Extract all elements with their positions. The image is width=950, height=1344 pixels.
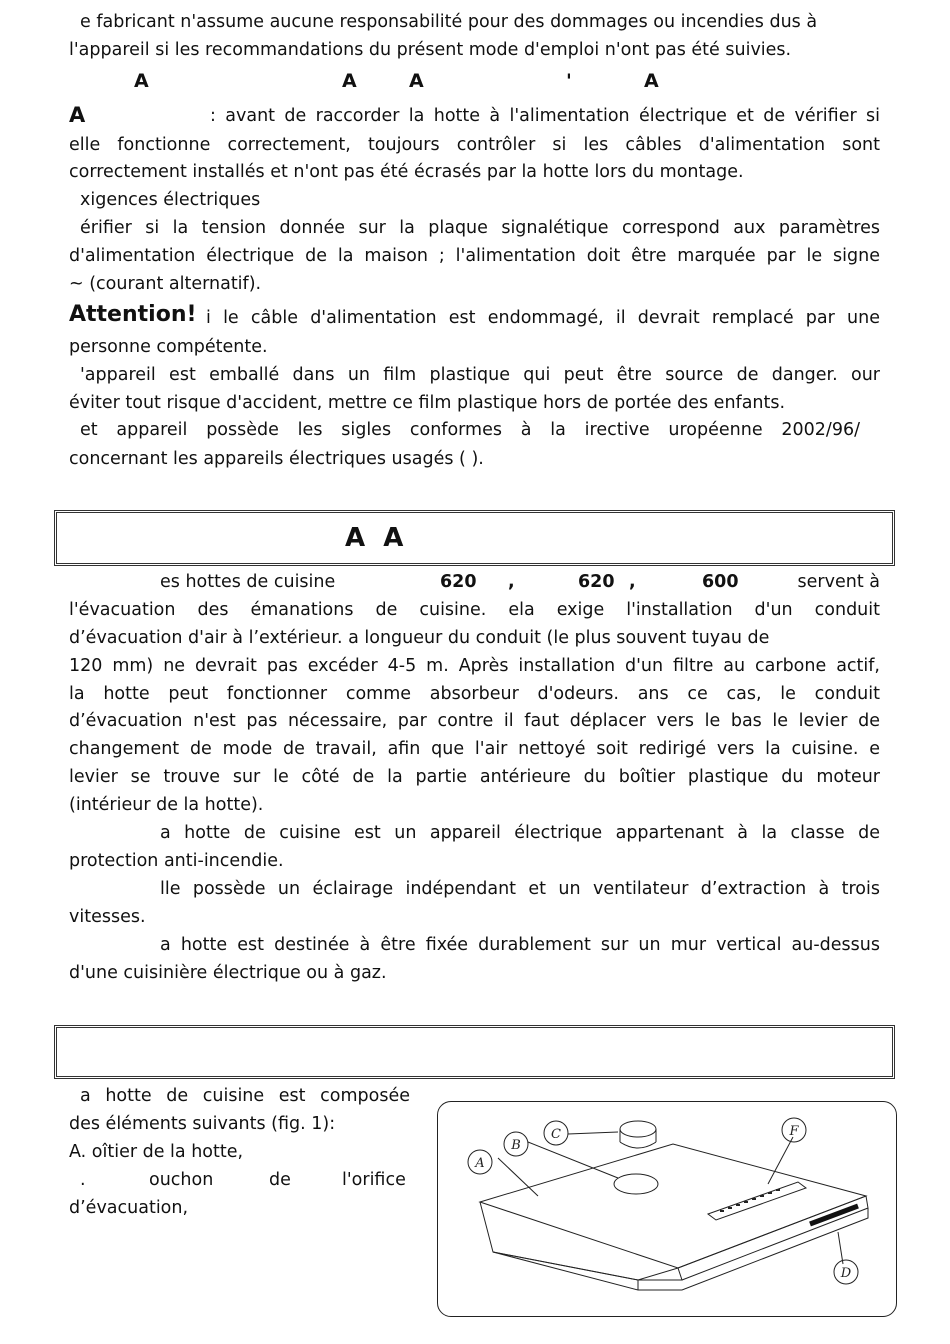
desc-line: vitesses. <box>69 907 146 927</box>
section-title-box <box>54 510 895 566</box>
caps-letter: A <box>644 70 659 92</box>
desc-line-1b: servent à <box>797 572 880 592</box>
pack-line-2: éviter tout risque d'accident, mettre ce film plastique hors de portée des enfants. <box>69 393 786 413</box>
cooker-hood-drawing <box>438 1102 898 1318</box>
elec-line-1: érifier si la tension donnée sur la plaque signalétique correspond aux paramètres <box>80 218 880 238</box>
model-number: 620 <box>578 572 615 592</box>
callout-label: C <box>551 1127 561 1142</box>
check-letter: A <box>69 103 86 127</box>
caps-letter: A <box>342 70 357 92</box>
desc-line: 120 mm) ne devrait pas excéder 4-5 m. Après installation d'un filtre au carbone actif, <box>69 656 880 676</box>
warning-line-2: l'appareil si les recommandations du présent mode d'emploi n'ont pas été suivies. <box>69 40 792 60</box>
warning-line-1: e fabricant n'assume aucune responsabilité pour des dommages ou incendies dus à <box>80 12 818 32</box>
callout-label: D <box>840 1266 852 1281</box>
callout-label: F <box>789 1124 799 1139</box>
comp-line: des éléments suivants (fig. 1): <box>69 1114 336 1134</box>
attention-label: Attention! <box>69 302 197 327</box>
callout-label: A <box>475 1156 485 1171</box>
weee-line-2: concernant les appareils électriques usagés ( ). <box>69 449 484 469</box>
duct-ring <box>620 1121 656 1137</box>
comp-item-b-marker: . <box>80 1170 86 1190</box>
check-line-2: elle fonctionne correctement, toujours contrôler si les câbles d'alimentation sont <box>69 135 880 155</box>
comp-item-a: A. oîtier de la hotte, <box>69 1142 244 1162</box>
comp-item-b-word: l'orifice <box>342 1170 406 1190</box>
model-comma: , <box>508 572 515 592</box>
hood-top <box>480 1144 866 1268</box>
outlet-opening <box>614 1174 658 1194</box>
desc-line: l'évacuation des émanations de cuisine. ela exige l'installation d'un conduit <box>69 600 880 620</box>
check-line-1: : avant de raccorder la hotte à l'alimentation électrique et de vérifier si <box>210 106 880 126</box>
elec-heading: xigences électriques <box>80 190 261 210</box>
model-comma: , <box>629 572 636 592</box>
callout-label: B <box>511 1138 521 1153</box>
attention-line-1: i le câble d'alimentation est endommagé, il devrait remplacé par une <box>206 308 880 328</box>
comp-line: a hotte de cuisine est composée <box>80 1086 410 1106</box>
comp-line: d’évacuation, <box>69 1198 189 1218</box>
attention-line-2: personne compétente. <box>69 337 268 357</box>
desc-line: d’évacuation d'air à l’extérieur. a longueur du conduit (le plus souvent tuyau de <box>69 628 770 648</box>
desc-line: levier se trouve sur le côté de la partie antérieure du boîtier plastique du moteur <box>69 767 880 787</box>
desc-line: d'une cuisinière électrique ou à gaz. <box>69 963 387 983</box>
caps-letter: ' <box>566 70 572 92</box>
desc-line: la hotte peut fonctionner comme absorbeur d'odeurs. ans ce cas, le conduit <box>69 684 880 704</box>
desc-line: protection anti-incendie. <box>69 851 284 871</box>
desc-line: lle possède un éclairage indépendant et un ventilateur d’extraction à trois <box>160 879 880 899</box>
elec-line-2: d'alimentation électrique de la maison ; l'alimentation doit être marquée par le signe <box>69 246 880 266</box>
model-number: 600 <box>702 572 739 592</box>
section-title: A A <box>345 523 404 553</box>
desc-line: d’évacuation n'est pas nécessaire, par contre il faut déplacer vers le bas le levier de <box>69 711 880 731</box>
pack-line-1: 'appareil est emballé dans un film plastique qui peut être source de danger. our <box>80 365 880 385</box>
section-title-box <box>54 1025 895 1079</box>
comp-item-b-word: ouchon <box>149 1170 214 1190</box>
hood-figure <box>437 1101 897 1317</box>
desc-line: changement de mode de travail, afin que l'air nettoyé soit redirigé vers la cuisine. e <box>69 739 880 759</box>
comp-item-b-word: de <box>269 1170 291 1190</box>
desc-line-1a: es hottes de cuisine <box>160 572 336 592</box>
weee-line-1: et appareil possède les sigles conformes à la irective uropéenne 2002/96/ <box>80 420 860 440</box>
caps-letter: A <box>409 70 424 92</box>
elec-line-3: ~ (courant alternatif). <box>69 274 262 294</box>
model-number: 620 <box>440 572 477 592</box>
desc-line: a hotte de cuisine est un appareil électrique appartenant à la classe de <box>160 823 880 843</box>
caps-letter: A <box>134 70 149 92</box>
desc-line: (intérieur de la hotte). <box>69 795 264 815</box>
desc-line: a hotte est destinée à être fixée durablement sur un mur vertical au-dessus <box>160 935 880 955</box>
check-line-3: correctement installés et n'ont pas été écrasés par la hotte lors du montage. <box>69 162 744 182</box>
